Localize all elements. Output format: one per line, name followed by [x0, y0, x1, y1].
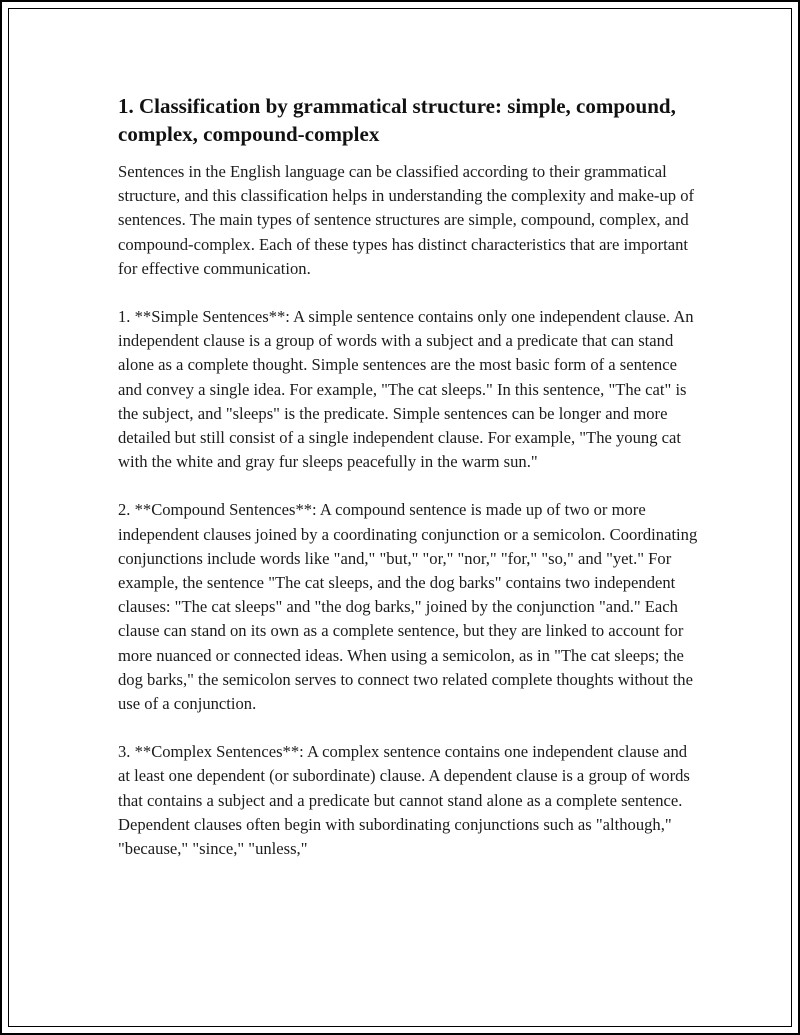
- intro-paragraph: Sentences in the English language can be classified according to their grammatical structure, and this classification helps in understanding the complexity and make-up of sentences. The main types of sentence structures are simple, compound, complex, and compound-complex. Each of these types has distinct characteristics that are important for effective communication.: [118, 162, 695, 278]
- section-heading: 1. Classification by grammatical structure: simple, compound, complex, compound-complex: [118, 94, 676, 146]
- complex-sentences-paragraph: 3. **Complex Sentences**: A complex sentence contains one independent clause and at least one dependent (or subordinate) clause. A dependent clause is a group of words that contains a subject and a predicate but cannot stand alone as a complete sentence. Dependent clauses often begin with subordinating conjunctions such as "although," "because," "since," "unless,": [118, 742, 690, 859]
- document-body: [118, 92, 698, 861]
- simple-sentences-paragraph: 1. **Simple Sentences**: A simple sentence contains only one independent clause. An independent clause is a group of words with a subject and a predicate that can stand alone as a complete thought. Simple sentences are the most basic form of a sentence and convey a single idea. For example, "The cat sleeps." In this sentence, "The cat" is the subject, and "sleeps" is the predicate. Simple sentences can be longer and more detailed but still consist of a single independent clause. For example, "The young cat with the white and gray fur sleeps peacefully in the warm sun.": [118, 307, 694, 472]
- compound-sentences-paragraph: 2. **Compound Sentences**: A compound sentence is made up of two or more independent clauses joined by a coordinating conjunction or a semicolon. Coordinating conjunctions include words like "and," "but," "or," "nor," "for," "so," and "yet." For example, the sentence "The cat sleeps, and the dog barks" contains two independent clauses: "The cat sleeps" and "the dog barks," joined by the conjunction "and." Each clause can stand on its own as a complete sentence, but they are linked to account for more nuanced or connected ideas. When using a semicolon, as in "The cat sleeps; the dog barks," the semicolon serves to connect two related complete thoughts without the use of a conjunction.: [118, 500, 698, 714]
